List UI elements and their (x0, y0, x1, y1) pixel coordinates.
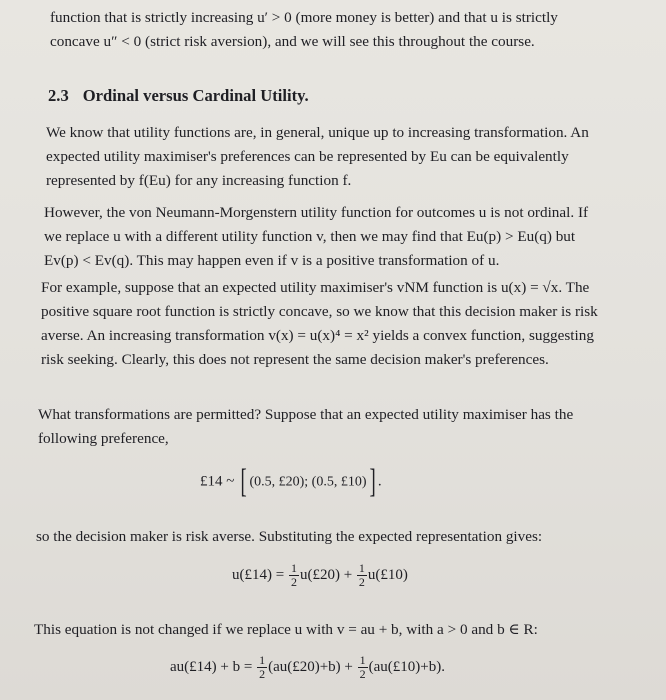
paragraph-top-text: function that is strictly increasing u′ > 0 (more money is better) and that u is strictly concave u″ < 0 (strict risk aversion), and we will see this throughout the course. (50, 9, 558, 50)
paragraph-example-text: For example, suppose that an expected utility maximiser's vNM function is u(x) = √x. The positive square root function is strictly concave, so we know that this decision maker is risk averse. An increasing transformation v(x) = u(x)⁴ = x² yields a convex function, suggesting risk seeking. Clearly, this does not represent the same decision maker's preferences. (41, 279, 598, 368)
paragraph-unchanged-text: This equation is not changed if we replace u with v = au + b, with a > 0 and b ∈ R: (34, 621, 538, 638)
section-heading (0, 84, 666, 108)
eu-lhs: u(£14) = (232, 566, 285, 583)
right-bracket: ] (369, 463, 376, 500)
half-fraction: $\frac{1}{2}$ (358, 561, 365, 589)
section-title: Ordinal versus Cardinal Utility. (82, 86, 309, 105)
paragraph-risk-averse-text: so the decision maker is risk averse. Substituting the expected representation gives: (36, 528, 543, 545)
affine-lhs: au(£14) + b = (170, 658, 253, 675)
lottery-equation (200, 465, 382, 499)
lottery-inner: (0.5, £20); (0.5, £10) (249, 474, 367, 490)
paragraph-intro-text: We know that utility functions are, in general, unique up to increasing transformation. An expected utility maximiser's preferences can be represented by Eu can be equivalently represented by f(Eu) for any increasing function f. (46, 124, 589, 189)
half-fraction: $\frac{1}{2}$ (259, 653, 266, 681)
paragraph-risk-averse (0, 525, 666, 549)
paragraph-question (0, 403, 666, 451)
section-number: 2.3 (48, 86, 69, 105)
eu-term2: u(£10) (367, 566, 408, 583)
paragraph-intro (0, 121, 666, 193)
affine-equation (170, 654, 445, 681)
paragraph-vnm (0, 201, 666, 273)
expected-utility-equation (232, 562, 408, 589)
affine-term2: (au(£10)+b). (368, 658, 445, 675)
lottery-end: . (377, 473, 382, 490)
paragraph-example (0, 276, 666, 372)
paragraph-top (0, 6, 666, 54)
paragraph-question-text: What transformations are permitted? Suppose that an expected utility maximiser has the following preference, (38, 406, 574, 447)
half-fraction: $\frac{1}{2}$ (290, 561, 297, 589)
affine-term1: (au(£20)+b) + (268, 658, 353, 675)
half-fraction: $\frac{1}{2}$ (359, 653, 366, 681)
paragraph-unchanged (0, 618, 666, 642)
paragraph-vnm-text: However, the von Neumann-Morgenstern utility function for outcomes u is not ordinal. If we replace u with a different utility function v, then we may find that Eu(p) > Eu(q) but Ev(p) < Ev(q). This may happen even if v is a positive transformation of u. (44, 204, 589, 269)
eu-term1: u(£20) + (299, 566, 353, 583)
lottery-lhs: £14 ~ (200, 473, 235, 490)
left-bracket: [ (240, 463, 247, 500)
